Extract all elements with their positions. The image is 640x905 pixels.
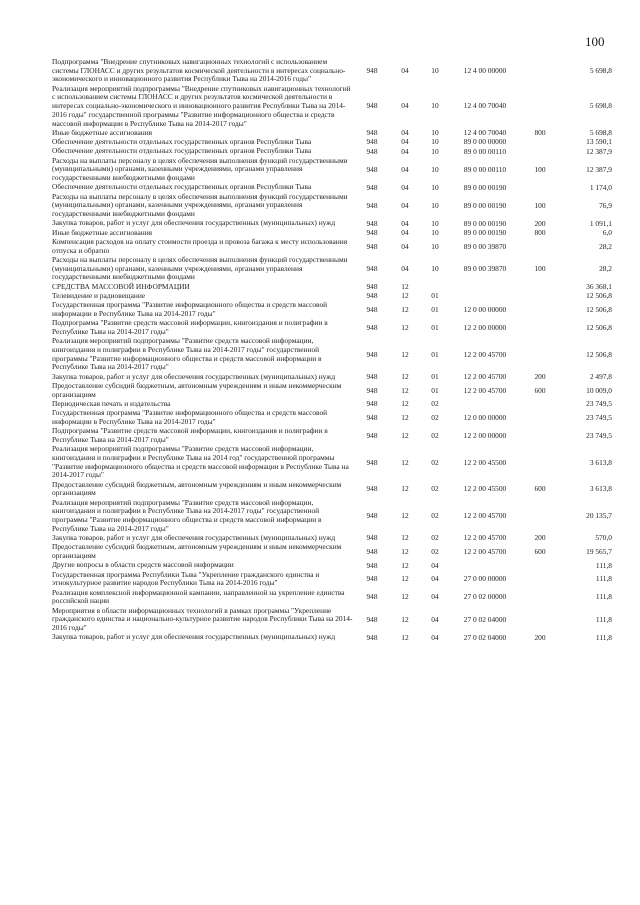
subsection-code: 10 — [431, 137, 439, 147]
amount: 111,8 — [595, 574, 612, 584]
ved-code: 948 — [366, 385, 378, 395]
expense-type-code — [520, 400, 560, 409]
subsection-code: 10 — [431, 128, 439, 138]
target-article-code: 27 0 00 00000 — [463, 574, 507, 584]
target-article-code: 89 0 00 39870 — [463, 241, 507, 251]
row-name: Закупка товаров, работ и услуг для обеспечения государственных (муниципальных) нужд — [52, 632, 336, 642]
subsection-code: 04 — [431, 574, 439, 584]
row-name: Предоставление субсидий бюджетным, автономным учреждениям и иным некоммерческим организациям — [52, 542, 342, 561]
amount: 19 565,7 — [586, 547, 612, 557]
amount: 3 613,8 — [589, 457, 612, 467]
ved-code: 948 — [366, 574, 378, 584]
row-name: Расходы на выплаты персоналу в целях обеспечения выполнения функций государственными (муниципальными) органами, казенными учреждениями, органами управления государственными внебюджетными фондами — [52, 191, 348, 219]
section-code: 12 — [401, 560, 409, 570]
table-row — [52, 85, 612, 129]
target-article-code: 12 4 00 00000 — [463, 66, 507, 75]
amount: 5 698,8 — [589, 66, 612, 75]
table-row — [52, 382, 612, 400]
row-name: Государственная программа "Развитие информационного общества и средств массовой информации в Республике Тыва на 2014-2017 годы" — [52, 300, 328, 318]
subsection-code: 01 — [431, 349, 439, 359]
subsection-code: 10 — [431, 146, 439, 156]
table-row — [52, 409, 612, 427]
amount: 10 009,0 — [586, 385, 612, 395]
amount: 570,0 — [595, 533, 612, 543]
amount: 28,2 — [599, 241, 612, 251]
table-row — [52, 607, 612, 634]
subsection-code: 10 — [431, 182, 439, 192]
target-article-code: 12 2 00 45500 — [463, 457, 507, 467]
table-row — [52, 238, 612, 256]
subsection-code: 02 — [431, 511, 439, 521]
target-article-code: 27 0 02 04000 — [463, 614, 507, 624]
subsection-code: 10 — [431, 218, 439, 228]
section-code: 12 — [401, 484, 409, 494]
section-code: 12 — [401, 349, 409, 359]
expense-type-code: 200 — [534, 632, 546, 642]
expense-type-code — [520, 571, 560, 589]
expense-type-code — [520, 301, 560, 319]
ved-code: 948 — [366, 614, 378, 624]
subsection-code: 10 — [431, 200, 439, 210]
amount: 111,8 — [595, 632, 612, 642]
amount: 2 497,8 — [589, 372, 612, 381]
section-code: 12 — [401, 533, 409, 543]
amount: 1 174,0 — [589, 182, 612, 192]
subsection-code: 01 — [431, 385, 439, 395]
table-row — [52, 571, 612, 589]
row-name: Государственная программа Республики Тыва "Укрепление гражданского единства и этнокультурное развитие народов Республики Тыва на 2014-2016 годы" — [52, 569, 320, 588]
target-article-code: 12 0 00 00000 — [463, 304, 507, 314]
ved-code: 948 — [366, 228, 378, 237]
table-row — [52, 319, 612, 337]
amount: 23 749,5 — [586, 430, 612, 440]
expense-type-code: 200 — [534, 372, 546, 381]
target-article-code: 12 0 00 00000 — [463, 412, 507, 422]
table-row — [52, 499, 612, 534]
section-code: 12 — [401, 399, 409, 409]
section-code: 04 — [401, 101, 409, 111]
subsection-code: 02 — [431, 399, 439, 409]
section-code: 12 — [401, 304, 409, 314]
ved-code: 948 — [366, 101, 378, 111]
row-name: Обеспечение деятельности отдельных государственных органов Республики Тыва — [52, 146, 312, 156]
target-article-code: 12 2 00 45700 — [463, 385, 507, 395]
amount: 12 506,8 — [586, 349, 612, 359]
amount: 20 135,7 — [586, 511, 612, 521]
section-code: 04 — [401, 241, 409, 251]
row-name: Подпрограмма "Внедрение спутниковых навигационных технологий с использованием системы ГЛОНАСС и других результатов космической деятельности в интересах социально-экономического и инновационного развития Республики Тыва на 2014-2016 годы" — [52, 57, 346, 84]
amount: 3 613,8 — [589, 484, 612, 494]
amount: 12 506,8 — [586, 322, 612, 332]
target-article-code: 89 0 00 00190 — [463, 218, 507, 228]
subsection-code: 02 — [431, 533, 439, 543]
amount: 111,8 — [595, 614, 612, 624]
budget-table-body — [52, 58, 612, 643]
subsection-code: 10 — [431, 164, 439, 174]
ved-code: 948 — [366, 511, 378, 521]
ved-code: 948 — [366, 322, 378, 332]
table-row — [52, 481, 612, 499]
ved-code: 948 — [366, 399, 378, 409]
section-code: 04 — [401, 218, 409, 228]
row-name: Мероприятия в области информационных технологий в рамках программы "Укрепление гражданского единства и национально-культурное развитие народов Республики Тыва на 2014-2016 годы" — [52, 605, 353, 633]
subsection-code: 01 — [431, 304, 439, 314]
target-article-code: 12 2 00 00000 — [463, 430, 507, 440]
subsection-code: 01 — [431, 291, 439, 301]
ved-code: 948 — [366, 457, 378, 467]
target-article-code: 89 0 00 00000 — [463, 137, 507, 147]
ved-code: 948 — [366, 412, 378, 422]
ved-code: 948 — [366, 164, 378, 174]
table-row — [52, 337, 612, 372]
row-name: Периодическая печать и издательства — [52, 399, 171, 408]
row-name: Обеспечение деятельности отдельных государственных органов Республики Тыва — [52, 137, 312, 147]
target-article-code: 89 0 00 39870 — [463, 264, 507, 273]
section-code: 04 — [401, 264, 409, 273]
section-code: 04 — [401, 182, 409, 192]
expense-type-code: 800 — [534, 228, 546, 237]
ved-code: 948 — [366, 430, 378, 440]
expense-type-code — [520, 283, 560, 292]
ved-code: 948 — [366, 547, 378, 557]
row-name: Расходы на выплаты персоналу в целях обеспечения выполнения функций государственными (муниципальными) органами, казенными учреждениями, органами управления государственными внебюджетными фондами — [52, 155, 348, 183]
row-name: Предоставление субсидий бюджетным, автономным учреждениям и иным некоммерческим организациям — [52, 381, 342, 399]
ved-code: 948 — [366, 484, 378, 494]
section-code: 12 — [401, 457, 409, 467]
ved-code: 948 — [366, 533, 378, 543]
row-name: Государственная программа "Развитие информационного общества и средств массовой информации в Республике Тыва на 2014-2017 годы" — [52, 408, 328, 426]
ved-code: 948 — [366, 560, 378, 570]
ved-code: 948 — [366, 264, 378, 273]
amount: 12 506,8 — [586, 291, 612, 301]
page-number: 100 — [585, 34, 605, 49]
amount: 5 698,8 — [589, 128, 612, 138]
expense-type-code — [520, 147, 560, 156]
subsection-code: 10 — [431, 66, 439, 75]
target-article-code — [450, 561, 520, 570]
expense-type-code: 100 — [534, 264, 546, 273]
subsection-code: 10 — [431, 264, 439, 273]
expense-type-code — [520, 607, 560, 634]
row-name: СРЕДСТВА МАССОВОЙ ИНФОРМАЦИИ — [52, 281, 190, 291]
expense-type-code: 100 — [534, 164, 546, 174]
expense-type-code — [520, 445, 560, 480]
target-article-code: 27 0 02 04000 — [463, 632, 507, 642]
ved-code: 948 — [366, 291, 378, 301]
row-name: Предоставление субсидий бюджетным, автономным учреждениям и иным некоммерческим организациям — [52, 479, 342, 498]
section-code: 12 — [401, 614, 409, 624]
amount: 12 387,9 — [586, 146, 612, 156]
expense-type-code: 100 — [534, 200, 546, 210]
table-row — [52, 193, 612, 220]
target-article-code — [450, 283, 520, 292]
table-row — [52, 157, 612, 184]
row-name: Иные бюджетные ассигнования — [52, 127, 153, 137]
table-row — [52, 543, 612, 561]
section-code: 04 — [401, 200, 409, 210]
section-code: 04 — [401, 228, 409, 237]
amount: 6,0 — [602, 228, 612, 237]
expense-type-code: 600 — [534, 484, 546, 494]
subsection-code: 04 — [431, 592, 439, 602]
target-article-code: 89 0 00 00190 — [463, 182, 507, 192]
ved-code: 948 — [366, 304, 378, 314]
amount: 36 368,1 — [586, 282, 612, 291]
row-name: Телевидение и радиовещание — [52, 291, 146, 300]
subsection-code: 04 — [431, 632, 439, 642]
ved-code: 948 — [366, 146, 378, 156]
amount: 23 749,5 — [586, 412, 612, 422]
expense-type-code — [520, 319, 560, 337]
section-code: 12 — [401, 574, 409, 584]
section-code: 12 — [401, 385, 409, 395]
row-name: Обеспечение деятельности отдельных государственных органов Республики Тыва — [52, 182, 312, 192]
expense-type-code — [520, 499, 560, 534]
row-name: Закупка товаров, работ и услуг для обеспечения государственных (муниципальных) нужд — [52, 533, 336, 543]
expense-type-code — [520, 409, 560, 427]
row-name: Закупка товаров, работ и услуг для обеспечения государственных (муниципальных) нужд — [52, 371, 336, 381]
row-name: Реализация комплексной информационной кампании, направленной на укрепление единства российской нации — [52, 587, 345, 606]
target-article-code: 89 0 00 00110 — [463, 146, 507, 156]
ved-code: 948 — [366, 66, 378, 75]
ved-code: 948 — [366, 372, 378, 381]
amount: 1 091,1 — [589, 218, 612, 228]
expense-type-code — [520, 589, 560, 607]
target-article-code: 89 0 00 00190 — [463, 200, 507, 210]
budget-table — [52, 58, 612, 643]
row-name: Расходы на выплаты персоналу в целях обеспечения выполнения функций государственными (муниципальными) органами, казенными учреждениями, органами управления государственными внебюджетными фондами — [52, 255, 348, 282]
row-name: Другие вопросы в области средств массовой информации — [52, 560, 234, 570]
expense-type-code — [520, 427, 560, 445]
table-row — [52, 58, 612, 85]
row-name: Компенсация расходов на оплату стоимости проезда и провоза багажа к месту использования отпуска и обратно — [52, 237, 348, 255]
section-code: 04 — [401, 128, 409, 138]
expense-type-code — [520, 183, 560, 192]
section-code: 12 — [401, 322, 409, 332]
table-row — [52, 301, 612, 319]
subsection-code: 01 — [431, 372, 439, 381]
subsection-code: 02 — [431, 412, 439, 422]
subsection-code: 10 — [431, 228, 439, 237]
amount: 13 590,1 — [586, 137, 612, 147]
row-name: Подпрограмма "Развитие средств массовой информации, книгоиздания и полиграфии в Республике Тыва на 2014-2017 годы" — [52, 318, 328, 336]
table-row — [52, 633, 612, 642]
ved-code: 948 — [366, 592, 378, 602]
target-article-code: 89 0 00 00190 — [463, 228, 507, 237]
amount: 76,9 — [599, 200, 612, 210]
row-name: Закупка товаров, работ и услуг для обеспечения государственных (муниципальных) нужд — [52, 218, 336, 228]
table-row — [52, 589, 612, 607]
section-code: 12 — [401, 430, 409, 440]
section-code: 12 — [401, 632, 409, 642]
target-article-code: 12 2 00 45500 — [463, 484, 507, 494]
ved-code: 948 — [366, 241, 378, 251]
section-code: 12 — [401, 511, 409, 521]
ved-code: 948 — [366, 182, 378, 192]
row-name: Реализация мероприятий подпрограммы "Развитие средств массовой информации, книгоиздания и полиграфии в Республике Тыва на 2014 год" государственной программы "Развитие информационного общества и средств массовой информации в Республике Тыва на 2014-2017 годы" — [52, 444, 349, 480]
section-code: 12 — [401, 372, 409, 381]
ved-code: 948 — [366, 282, 378, 291]
target-article-code — [450, 400, 520, 409]
ved-code: 948 — [366, 349, 378, 359]
subsection-code: 04 — [431, 560, 439, 570]
target-article-code: 12 2 00 45700 — [463, 372, 507, 381]
ved-code: 948 — [366, 632, 378, 642]
ved-code: 948 — [366, 137, 378, 147]
row-name: Реализация мероприятий подпрограммы "Развитие средств массовой информации, книгоиздания и полиграфии в Республике Тыва на 2014-2017 годы" государственной программы "Развитие информационного общества и средств массовой информации в Республике Тыва на 2014-2017 годы" — [52, 336, 322, 372]
subsection-code: 02 — [431, 430, 439, 440]
row-name: Реализация мероприятий подпрограммы "Развитие средств массовой информации, книгоиздания и полиграфии в Республике Тыва на 2014-2017 годы" государственной программы "Развитие информационного общества и средств массовой информации в Республике Тыва на 2014-2017 годы" — [52, 497, 322, 533]
expense-type-code — [520, 238, 560, 256]
row-name: Иные бюджетные ассигнования — [52, 227, 153, 237]
amount: 111,8 — [595, 560, 612, 570]
table-row — [52, 427, 612, 445]
target-article-code: 12 2 00 45700 — [463, 511, 507, 521]
subsection-code: 02 — [431, 484, 439, 494]
target-article-code: 12 4 00 70040 — [463, 101, 507, 111]
section-code: 12 — [401, 291, 409, 301]
target-article-code: 12 4 00 70040 — [463, 128, 507, 138]
expense-type-code: 800 — [534, 128, 546, 138]
section-code: 12 — [401, 412, 409, 422]
table-row — [52, 256, 612, 283]
expense-type-code — [520, 292, 560, 301]
target-article-code: 12 2 00 45700 — [463, 349, 507, 359]
amount: 5 698,8 — [589, 101, 612, 111]
table-row — [52, 445, 612, 480]
expense-type-code — [520, 138, 560, 147]
ved-code: 948 — [366, 128, 378, 138]
ved-code: 948 — [366, 200, 378, 210]
expense-type-code: 600 — [534, 547, 546, 557]
expense-type-code: 200 — [534, 533, 546, 543]
target-article-code: 12 2 00 45700 — [463, 547, 507, 557]
subsection-code: 02 — [431, 457, 439, 467]
section-code: 04 — [401, 66, 409, 75]
target-article-code — [450, 292, 520, 301]
ved-code: 948 — [366, 218, 378, 228]
section-code: 12 — [401, 547, 409, 557]
target-article-code: 27 0 02 00000 — [463, 592, 507, 602]
expense-type-code: 200 — [534, 218, 546, 228]
amount: 23 749,5 — [586, 399, 612, 409]
expense-type-code: 600 — [534, 385, 546, 395]
subsection-code: 10 — [431, 101, 439, 111]
amount: 28,2 — [599, 264, 612, 273]
expense-type-code — [520, 337, 560, 372]
amount: 12 387,9 — [586, 164, 612, 174]
expense-type-code — [520, 561, 560, 570]
subsection-code: 01 — [431, 322, 439, 332]
expense-type-code — [520, 85, 560, 129]
amount: 111,8 — [595, 592, 612, 602]
section-code: 12 — [401, 282, 409, 291]
subsection-code: 04 — [431, 614, 439, 624]
subsection-code: 02 — [431, 547, 439, 557]
target-article-code: 12 2 00 45700 — [463, 533, 507, 543]
row-name: Реализация мероприятий подпрограммы "Внедрение спутниковых навигационных технологий с использованием системы ГЛОНАСС и других результатов космической деятельности в интересах социально-экономического и инновационного развития Республики Тыва на 2014-2016 годы" государственной программы "Развитие информационного общества и средств массовой информации в Республике Тыва на 2014-2017 годы" — [52, 83, 351, 128]
amount: 12 506,8 — [586, 304, 612, 314]
subsection-code: 10 — [431, 241, 439, 251]
section-code: 04 — [401, 146, 409, 156]
section-code: 04 — [401, 137, 409, 147]
target-article-code: 89 0 00 00110 — [463, 164, 507, 174]
section-code: 04 — [401, 164, 409, 174]
expense-type-code — [520, 58, 560, 85]
section-code: 12 — [401, 592, 409, 602]
target-article-code: 12 2 00 00000 — [463, 322, 507, 332]
row-name: Подпрограмма "Развитие средств массовой информации, книгоиздания и полиграфии в Республике Тыва на 2014-2017 годы" — [52, 426, 328, 444]
